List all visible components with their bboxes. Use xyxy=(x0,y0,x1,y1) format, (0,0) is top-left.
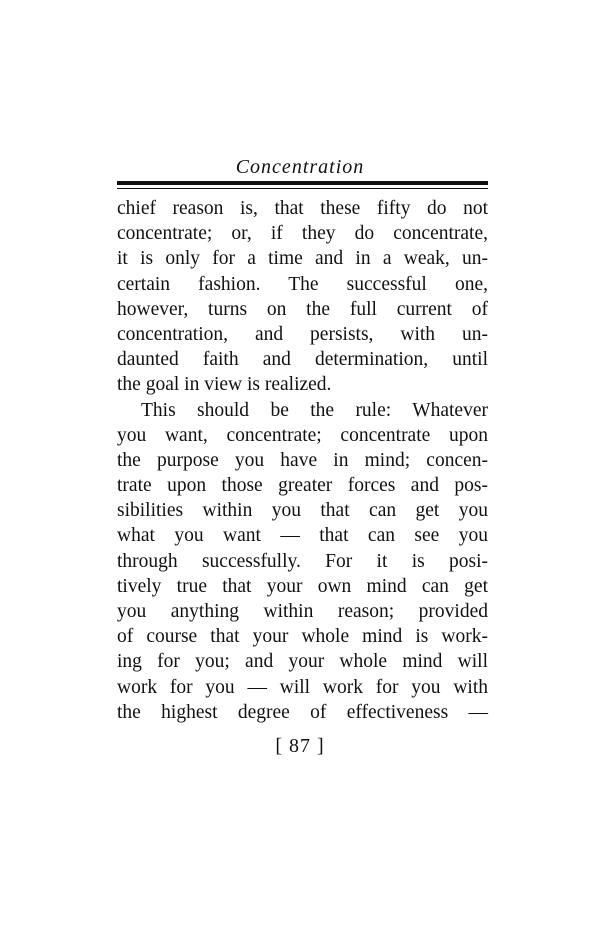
text-line: concentrate; or, if they do concentrate, xyxy=(117,223,488,245)
text-line: trate upon those greater forces and pos- xyxy=(117,475,488,497)
paragraph-start-line: This should be the rule: Whatever xyxy=(141,399,488,421)
text-line: through successfully. For it is posi- xyxy=(117,550,488,572)
page-number: [ 87 ] xyxy=(275,735,325,757)
text-line: certain fashion. The successful one, xyxy=(117,273,488,295)
text-line: what you want — that can see you xyxy=(117,525,488,547)
header-rule-thick xyxy=(117,181,488,185)
body-text xyxy=(117,196,488,725)
text-line: tively true that your own mind can get xyxy=(117,575,488,597)
text-line: chief reason is, that these fifty do not xyxy=(117,198,488,219)
text-line: however, turns on the full current of xyxy=(117,298,488,320)
header-rule-thin xyxy=(117,188,488,189)
text-line: of course that your whole mind is work- xyxy=(117,626,488,648)
text-line: you anything within reason; provided xyxy=(117,601,488,622)
text-line: the purpose you have in mind; concen- xyxy=(117,449,488,471)
text-line: concentration, and persists, with un- xyxy=(117,323,488,345)
paragraph-end-line: the goal in view is realized. xyxy=(117,374,332,396)
running-title: Concentration xyxy=(235,156,365,178)
text-line: work for you — will work for you with xyxy=(117,676,488,698)
text-line: daunted faith and determination, until xyxy=(117,349,488,371)
text-line: it is only for a time and in a weak, un- xyxy=(117,248,488,270)
text-line: ing for you; and your whole mind will xyxy=(117,651,488,673)
text-line: sibilities within you that can get you xyxy=(117,500,488,522)
text-line: the highest degree of effectiveness — xyxy=(117,701,488,723)
text-line: you want, concentrate; concentrate upon xyxy=(117,424,488,446)
